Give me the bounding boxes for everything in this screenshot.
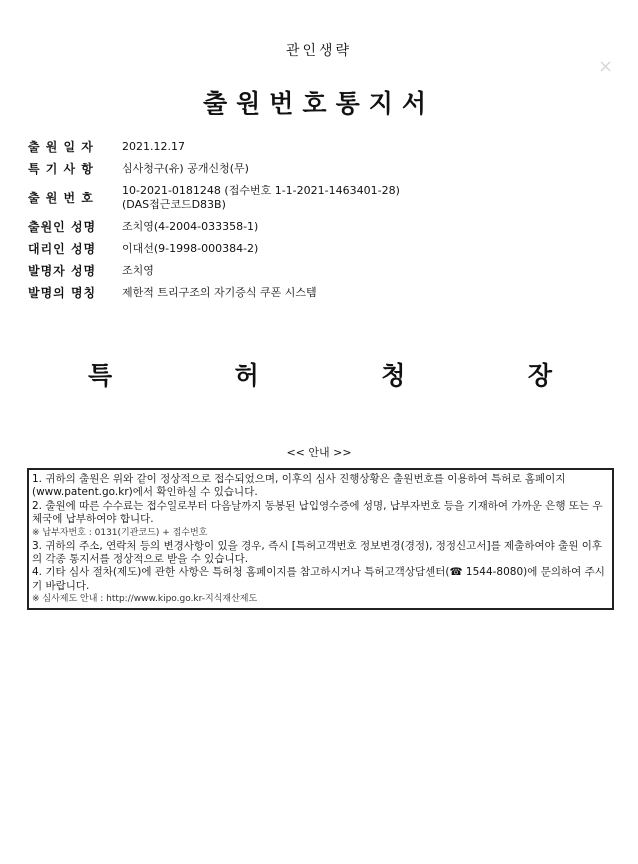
guide-item: 3. 귀하의 주소, 연락처 등의 변경사항이 있을 경우, 즉시 [특허고객번호 정보변경(경정), 정정신고서]를 제출하여야 출원 이후의 각종 통지서를 정상적으로 받을 수 있습니다.: [32, 539, 603, 566]
guide-box: [27, 468, 614, 610]
info-label: 출원인 성명: [28, 220, 97, 234]
info-row-remarks: [28, 162, 592, 176]
info-value: 조치영(4-2004-033358-1): [122, 220, 259, 233]
document-title: 출원번호통지서: [202, 89, 436, 118]
info-label: 특 기 사 항: [28, 162, 94, 176]
guide-heading: << 안내 >>: [286, 446, 352, 459]
guide-note: ※ 납부자번호 : 0131(기관코드) + 접수번호: [32, 527, 208, 538]
info-label: 출 원 번 호: [28, 191, 94, 205]
info-label: 출 원 일 자: [28, 140, 94, 154]
info-value: 2021.12.17: [122, 140, 185, 153]
info-row-application-number: [28, 184, 592, 212]
issuer-char: 장: [527, 361, 552, 390]
guide-item: 1. 귀하의 출원은 위와 같이 정상적으로 접수되었으며, 이후의 심사 진행상황은 출원번호를 이용하여 특허로 홈페이지(www.patent.go.kr)에서 확인하실 수 있습니다.: [32, 473, 566, 499]
guide-item: 2. 출원에 따른 수수료는 접수일로부터 다음날까지 동봉된 납입영수증에 성명, 납부자번호 등을 기재하여 가까운 은행 또는 우체국에 납부하여야 합니다.: [32, 499, 603, 526]
info-row-inventor: [28, 264, 592, 278]
info-row-agent: [28, 242, 592, 256]
info-value: 심사청구(유) 공개신청(무): [122, 162, 249, 175]
info-row-applicant: [28, 220, 592, 234]
info-label: 발명의 명칭: [28, 286, 97, 300]
info-label: 발명자 성명: [28, 264, 97, 278]
info-row-filing-date: [28, 140, 592, 154]
issuer-signature: [40, 356, 600, 392]
info-value: 조치영: [122, 264, 154, 277]
guide-note: ※ 심사제도 안내 : http://www.kipo.go.kr-지식재산제도: [32, 594, 258, 605]
info-value: 제한적 트리구조의 자기증식 쿠폰 시스템: [122, 286, 317, 299]
close-icon[interactable]: ×: [598, 56, 614, 77]
guide-item: 4. 기타 심사 절차(제도)에 관한 사항은 특허청 홈페이지를 참고하시거나 특허고객상담센터(☎ 1544-8080)에 문의하여 주시기 바랍니다.: [32, 566, 605, 592]
info-value: 이대선(9-1998-000384-2): [122, 242, 259, 255]
info-label: 대리인 성명: [28, 242, 97, 256]
issuer-char: 특: [88, 361, 113, 390]
issuer-char: 청: [381, 361, 406, 390]
info-row-invention-title: [28, 286, 592, 300]
seal-omitted-label: 관인생략: [285, 43, 353, 59]
application-info: [28, 140, 592, 308]
issuer-char: 허: [234, 361, 259, 390]
info-value: 10-2021-0181248 (접수번호 1-1-2021-1463401-28) (DAS접근코드D83B): [122, 184, 400, 211]
